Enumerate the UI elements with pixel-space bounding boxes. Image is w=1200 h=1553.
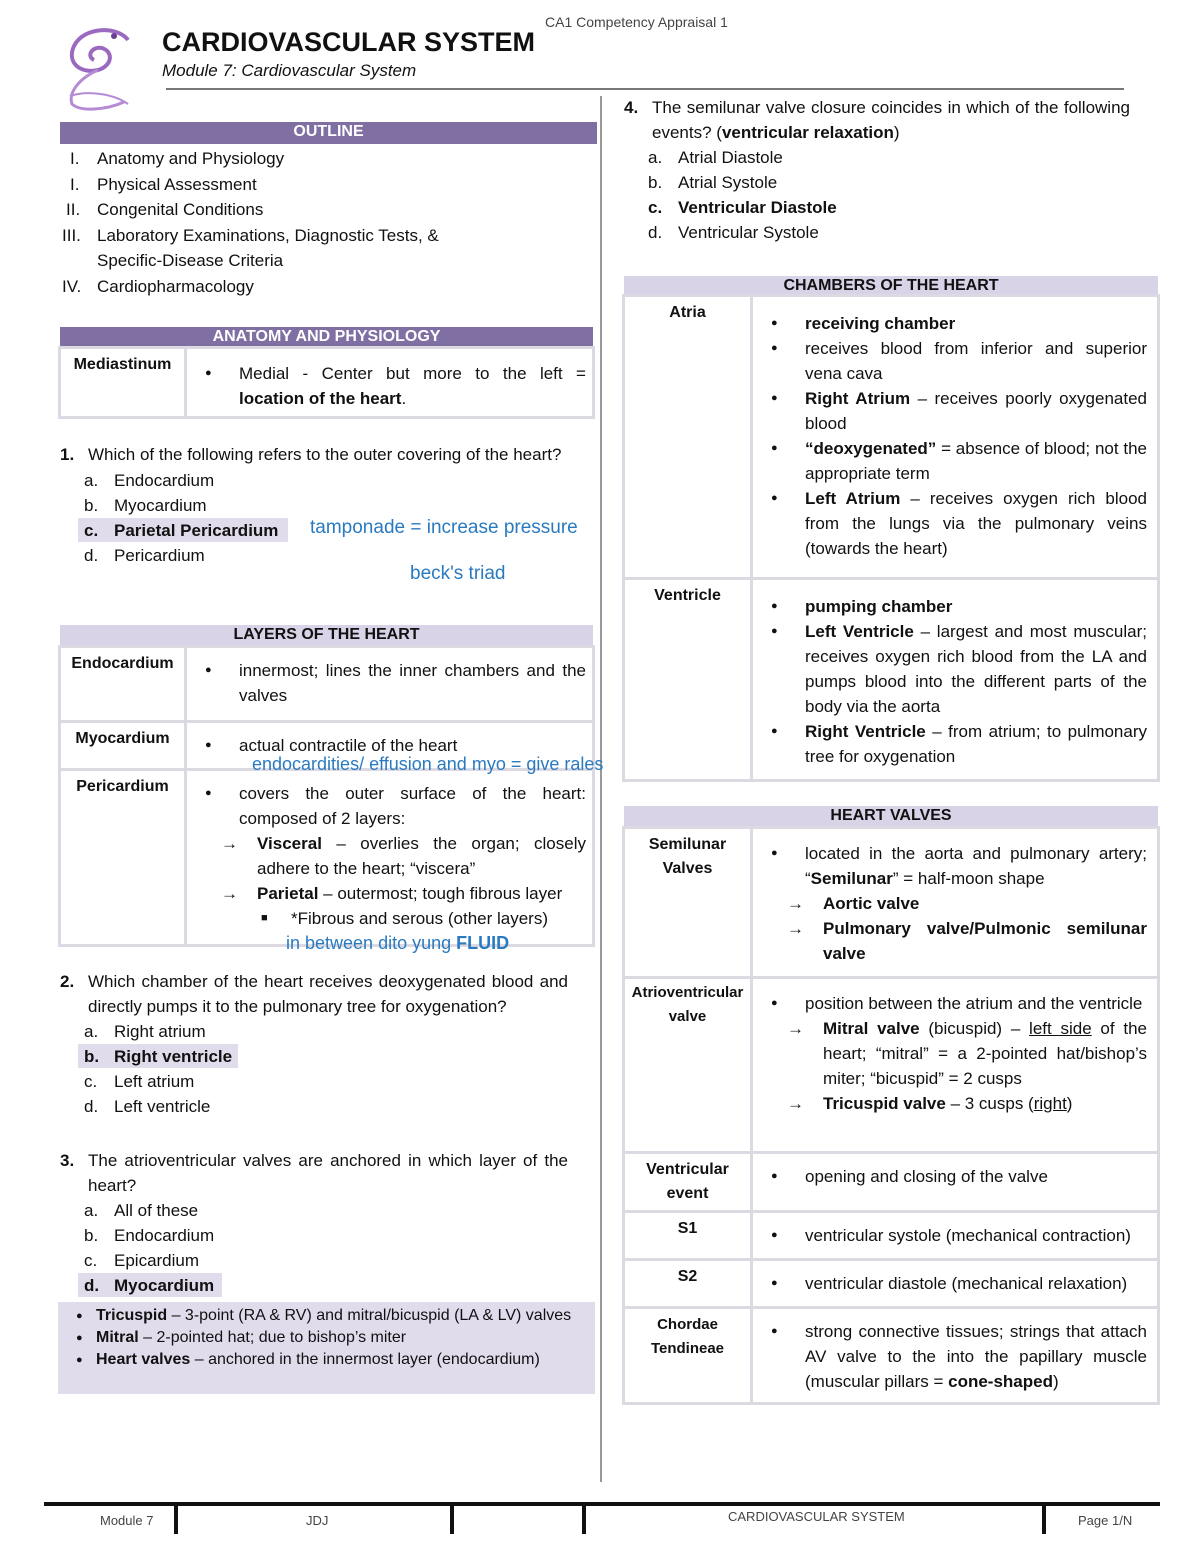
parietal-label: Parietal bbox=[257, 884, 319, 903]
q1-opt-letter: b. bbox=[84, 496, 99, 515]
q1-option-a: Endocardium bbox=[114, 471, 215, 490]
mediastinum-term: Mediastinum bbox=[60, 348, 186, 418]
atria-point-1: ● receiving chamber bbox=[759, 311, 1147, 336]
q4-option-d: Ventricular Systole bbox=[678, 223, 819, 242]
chordae-bold: cone-shaped bbox=[948, 1372, 1053, 1391]
ventricle-point-2 bbox=[759, 619, 1147, 719]
question-1 bbox=[60, 442, 568, 568]
footer-rule bbox=[44, 1502, 1160, 1506]
q3-notes-box bbox=[58, 1302, 595, 1394]
atria-term: Atria bbox=[624, 296, 752, 579]
outline-item: Specific-Disease Criteria bbox=[97, 251, 284, 270]
deoxygenated-text: = absence of blood; not the appropriate term bbox=[805, 439, 1147, 483]
mitral-valve-text-2: of the heart; “mitral” = a 2-pointed hat/bishop’s miter; “bicuspid” = 2 cusps bbox=[823, 1019, 1147, 1088]
chordae-text bbox=[759, 1319, 1147, 1394]
mediastinum-text: Medial - Center but more to the left = bbox=[239, 364, 586, 383]
myocardium-text: ● actual contractile of the heart bbox=[193, 733, 586, 758]
note-endocardities: endocardities/ effusion and myo = give rales bbox=[252, 754, 604, 774]
module-subtitle: Module 7: Cardiovascular System bbox=[162, 61, 417, 80]
outline-num: III. bbox=[62, 225, 81, 245]
tricuspid-valve-item bbox=[759, 1091, 1147, 1116]
parietal-text: – outermost; tough fibrous layer bbox=[318, 884, 563, 903]
fibrous-item: ■ *Fibrous and serous (other layers) bbox=[193, 906, 586, 931]
outline-item: Cardiopharmacology bbox=[97, 276, 254, 296]
semilunar-text-c: ” = half-moon shape bbox=[892, 869, 1045, 888]
mitral-label: Mitral bbox=[96, 1329, 139, 1346]
aortic-valve-item: → Aortic valve bbox=[759, 891, 1147, 916]
note-fluid-bold: FLUID bbox=[456, 933, 510, 953]
q4-opt-letter: c. bbox=[648, 198, 663, 217]
mitral-text: – 2-pointed hat; due to bishop’s miter bbox=[138, 1329, 407, 1346]
mitral-valve-label: Mitral valve bbox=[823, 1019, 920, 1038]
page-title: CARDIOVASCULAR SYSTEM bbox=[162, 27, 536, 57]
q2-option-b: Right ventricle bbox=[114, 1047, 233, 1066]
q1-text: Which of the following refers to the outer covering of the heart? bbox=[88, 445, 562, 464]
av-point-1: ● position between the atrium and the ventricle bbox=[759, 991, 1147, 1016]
chambers-table bbox=[622, 294, 1160, 782]
heart-valves-text: – anchored in the innermost layer (endocardium) bbox=[190, 1351, 540, 1368]
layers-header: LAYERS OF THE HEART bbox=[60, 625, 593, 647]
anatomy-table bbox=[58, 346, 595, 419]
tricuspid-valve-label: Tricuspid valve bbox=[823, 1094, 946, 1113]
q3-option-a: All of these bbox=[114, 1201, 199, 1220]
footer-author: JDJ bbox=[306, 1513, 329, 1528]
semilunar-point-1 bbox=[759, 841, 1147, 891]
outline-item: Laboratory Examinations, Diagnostic Tests, & bbox=[97, 225, 439, 245]
tricuspid-label: Tricuspid bbox=[96, 1307, 168, 1324]
q1-opt-letter: d. bbox=[84, 546, 99, 565]
mitral-valve-underline: left side bbox=[1029, 1019, 1092, 1038]
ventricular-event-text: ● opening and closing of the valve bbox=[759, 1164, 1151, 1189]
header-rule bbox=[166, 88, 1124, 90]
deoxygenated-label: “deoxygenated” bbox=[805, 439, 937, 458]
q1-option-d: Pericardium bbox=[114, 546, 205, 565]
question-2 bbox=[60, 969, 568, 1119]
visceral-item bbox=[193, 831, 586, 881]
note-becks-triad: beck's triad bbox=[410, 563, 506, 584]
outline-item: Physical Assessment bbox=[97, 174, 257, 194]
s1-term: S1 bbox=[624, 1212, 752, 1260]
ventricular-event-term: Ventricular event bbox=[624, 1153, 752, 1212]
right-ventricle-label: Right Ventricle bbox=[805, 722, 926, 741]
parietal-item bbox=[193, 881, 586, 906]
column-divider bbox=[600, 96, 602, 1482]
outline-header: OUTLINE bbox=[60, 122, 597, 144]
q4-opt-letter: d. bbox=[648, 223, 663, 242]
q3-option-b: Endocardium bbox=[114, 1226, 215, 1245]
footer-module: Module 7 bbox=[100, 1513, 154, 1528]
myocardium-term: Myocardium bbox=[60, 722, 186, 770]
s1-text: ● ventricular systole (mechanical contraction) bbox=[759, 1223, 1151, 1248]
q2-option-d: Left ventricle bbox=[114, 1097, 211, 1116]
q2-opt-letter: b. bbox=[84, 1047, 100, 1066]
outline-item: Congenital Conditions bbox=[97, 200, 264, 219]
q4-option-a: Atrial Diastole bbox=[678, 148, 783, 167]
q4-opt-letter: b. bbox=[648, 173, 663, 192]
tricuspid-valve-text-1: – 3 cusps ( bbox=[945, 1094, 1034, 1113]
footer-page: Page 1/N bbox=[1078, 1513, 1133, 1528]
atria-point-5 bbox=[759, 486, 1147, 561]
atrioventricular-term: Atrioventricular valve bbox=[624, 978, 752, 1153]
question-4 bbox=[624, 95, 1130, 245]
q3-option-c: Epicardium bbox=[114, 1251, 200, 1270]
q1-number: 1. bbox=[60, 445, 75, 464]
q1-option-c: Parietal Pericardium bbox=[114, 521, 279, 540]
q2-opt-letter: a. bbox=[84, 1022, 99, 1041]
chordae-text-a: strong connective tissues; strings that attach AV valve to the into the papillary muscle (muscular pillars = bbox=[805, 1322, 1147, 1391]
chordae-term: Chordae Tendineae bbox=[624, 1308, 752, 1404]
s2-term: S2 bbox=[624, 1260, 752, 1308]
q1-opt-letter: c. bbox=[84, 521, 99, 540]
ventricle-point-1: ● pumping chamber bbox=[759, 594, 1147, 619]
q3-opt-letter: b. bbox=[84, 1226, 99, 1245]
semilunar-term: Semilunar Valves bbox=[624, 828, 752, 978]
tricuspid-valve-text-2: ) bbox=[1066, 1094, 1073, 1113]
chambers-header: CHAMBERS OF THE HEART bbox=[624, 276, 1158, 296]
endocardium-text: ● innermost; lines the inner chambers and the valves bbox=[193, 658, 586, 708]
pericardium-text: ● covers the outer surface of the heart: composed of 2 layers: bbox=[193, 781, 586, 831]
outline-item: Anatomy and Physiology bbox=[97, 149, 285, 168]
left-atrium-text: – receives oxygen rich blood from the lungs via the pulmonary veins (towards the heart) bbox=[805, 489, 1147, 558]
q2-text: Which chamber of the heart receives deoxygenated blood and directly pumps it to the pulmonary tree for oxygenation? bbox=[88, 972, 568, 1016]
outline-num: II. bbox=[66, 200, 81, 219]
right-atrium-text: – receives poorly oxygenated blood bbox=[805, 389, 1147, 433]
endocardium-term: Endocardium bbox=[60, 647, 186, 722]
semilunar-bold: Semilunar bbox=[810, 869, 893, 888]
anatomy-header: ANATOMY AND PHYSIOLOGY bbox=[60, 327, 593, 349]
atria-point-2: ● receives blood from inferior and superior vena cava bbox=[759, 336, 1147, 386]
chordae-text-c: ) bbox=[1052, 1372, 1059, 1391]
footer-sep bbox=[1042, 1506, 1046, 1534]
mediastinum-bold: location of the heart bbox=[239, 389, 402, 408]
outline-num: I. bbox=[70, 149, 80, 168]
outline-list bbox=[60, 146, 597, 299]
footer-sep bbox=[582, 1506, 586, 1534]
q3-opt-letter: d. bbox=[84, 1276, 100, 1295]
q4-opt-letter: a. bbox=[648, 148, 663, 167]
valves-table bbox=[622, 826, 1160, 1405]
logo-icon bbox=[58, 22, 136, 114]
right-ventricle-text: – from atrium; to pulmonary tree for oxygenation bbox=[805, 722, 1147, 766]
left-ventricle-label: Left Ventricle bbox=[805, 622, 914, 641]
q4-option-c: Ventricular Diastole bbox=[678, 198, 837, 217]
q3-opt-letter: c. bbox=[84, 1251, 98, 1270]
q2-opt-letter: c. bbox=[84, 1072, 98, 1091]
heart-valves-label: Heart valves bbox=[96, 1351, 191, 1368]
ventricle-term: Ventricle bbox=[624, 579, 752, 781]
ventricle-point-3 bbox=[759, 719, 1147, 769]
atria-point-3 bbox=[759, 386, 1147, 436]
q4-text: The semilunar valve closure coincides in which of the following events? ( bbox=[652, 98, 1130, 142]
q3-number: 3. bbox=[60, 1151, 75, 1170]
footer-sep bbox=[450, 1506, 454, 1534]
q4-answer: ventricular relaxation bbox=[721, 123, 894, 142]
q3-text: The atrioventricular valves are anchored in which layer of the heart? bbox=[88, 1151, 568, 1195]
note-fluid-text: in between dito yung bbox=[286, 933, 457, 953]
q4-close: ) bbox=[893, 123, 900, 142]
note-fluid bbox=[286, 931, 509, 956]
left-ventricle-text: – largest and most muscular; receives oxygen rich blood from the LA and pumps blood into the different parts of the body via the aorta bbox=[805, 622, 1148, 716]
mediastinum-end: . bbox=[401, 389, 407, 408]
note-tamponade: tamponade = increase pressure bbox=[310, 517, 578, 538]
left-atrium-label: Left Atrium bbox=[805, 489, 901, 508]
outline-num: I. bbox=[70, 174, 80, 194]
pulmonary-valve-item: → Pulmonary valve/Pulmonic semilunar valve bbox=[759, 916, 1147, 966]
q3-opt-letter: a. bbox=[84, 1201, 99, 1220]
mitral-valve-item bbox=[759, 1016, 1147, 1091]
question-3 bbox=[60, 1148, 568, 1298]
q2-option-c: Left atrium bbox=[114, 1072, 195, 1091]
mitral-valve-text-1: (bicuspid) – bbox=[919, 1019, 1030, 1038]
semilunar-text-a: located in the aorta and pulmonary artery; “ bbox=[805, 844, 1147, 888]
q3-option-d: Myocardium bbox=[114, 1276, 215, 1295]
appraisal-label: CA1 Competency Appraisal 1 bbox=[545, 14, 728, 30]
q1-option-b: Myocardium bbox=[114, 496, 207, 515]
q2-number: 2. bbox=[60, 972, 75, 991]
q4-number: 4. bbox=[624, 98, 639, 117]
q1-opt-letter: a. bbox=[84, 471, 99, 490]
q2-opt-letter: d. bbox=[84, 1097, 99, 1116]
tricuspid-text: – 3-point (RA & RV) and mitral/bicuspid (LA & LV) valves bbox=[167, 1307, 572, 1324]
visceral-text: – overlies the organ; closely adhere to the heart; “viscera” bbox=[257, 834, 586, 878]
atria-point-4 bbox=[759, 436, 1147, 486]
footer-sep bbox=[174, 1506, 178, 1534]
s2-text: ● ventricular diastole (mechanical relaxation) bbox=[759, 1271, 1151, 1296]
pericardium-term: Pericardium bbox=[60, 770, 186, 946]
visceral-label: Visceral bbox=[257, 834, 322, 853]
tricuspid-valve-underline: right bbox=[1033, 1094, 1067, 1113]
valves-header: HEART VALVES bbox=[624, 806, 1158, 828]
outline-num: IV. bbox=[62, 276, 82, 296]
q2-option-a: Right atrium bbox=[114, 1022, 206, 1041]
right-atrium-label: Right Atrium bbox=[805, 389, 911, 408]
layers-table bbox=[58, 645, 595, 947]
q4-option-b: Atrial Systole bbox=[678, 173, 778, 192]
footer-system: CARDIOVASCULAR SYSTEM bbox=[728, 1509, 905, 1524]
